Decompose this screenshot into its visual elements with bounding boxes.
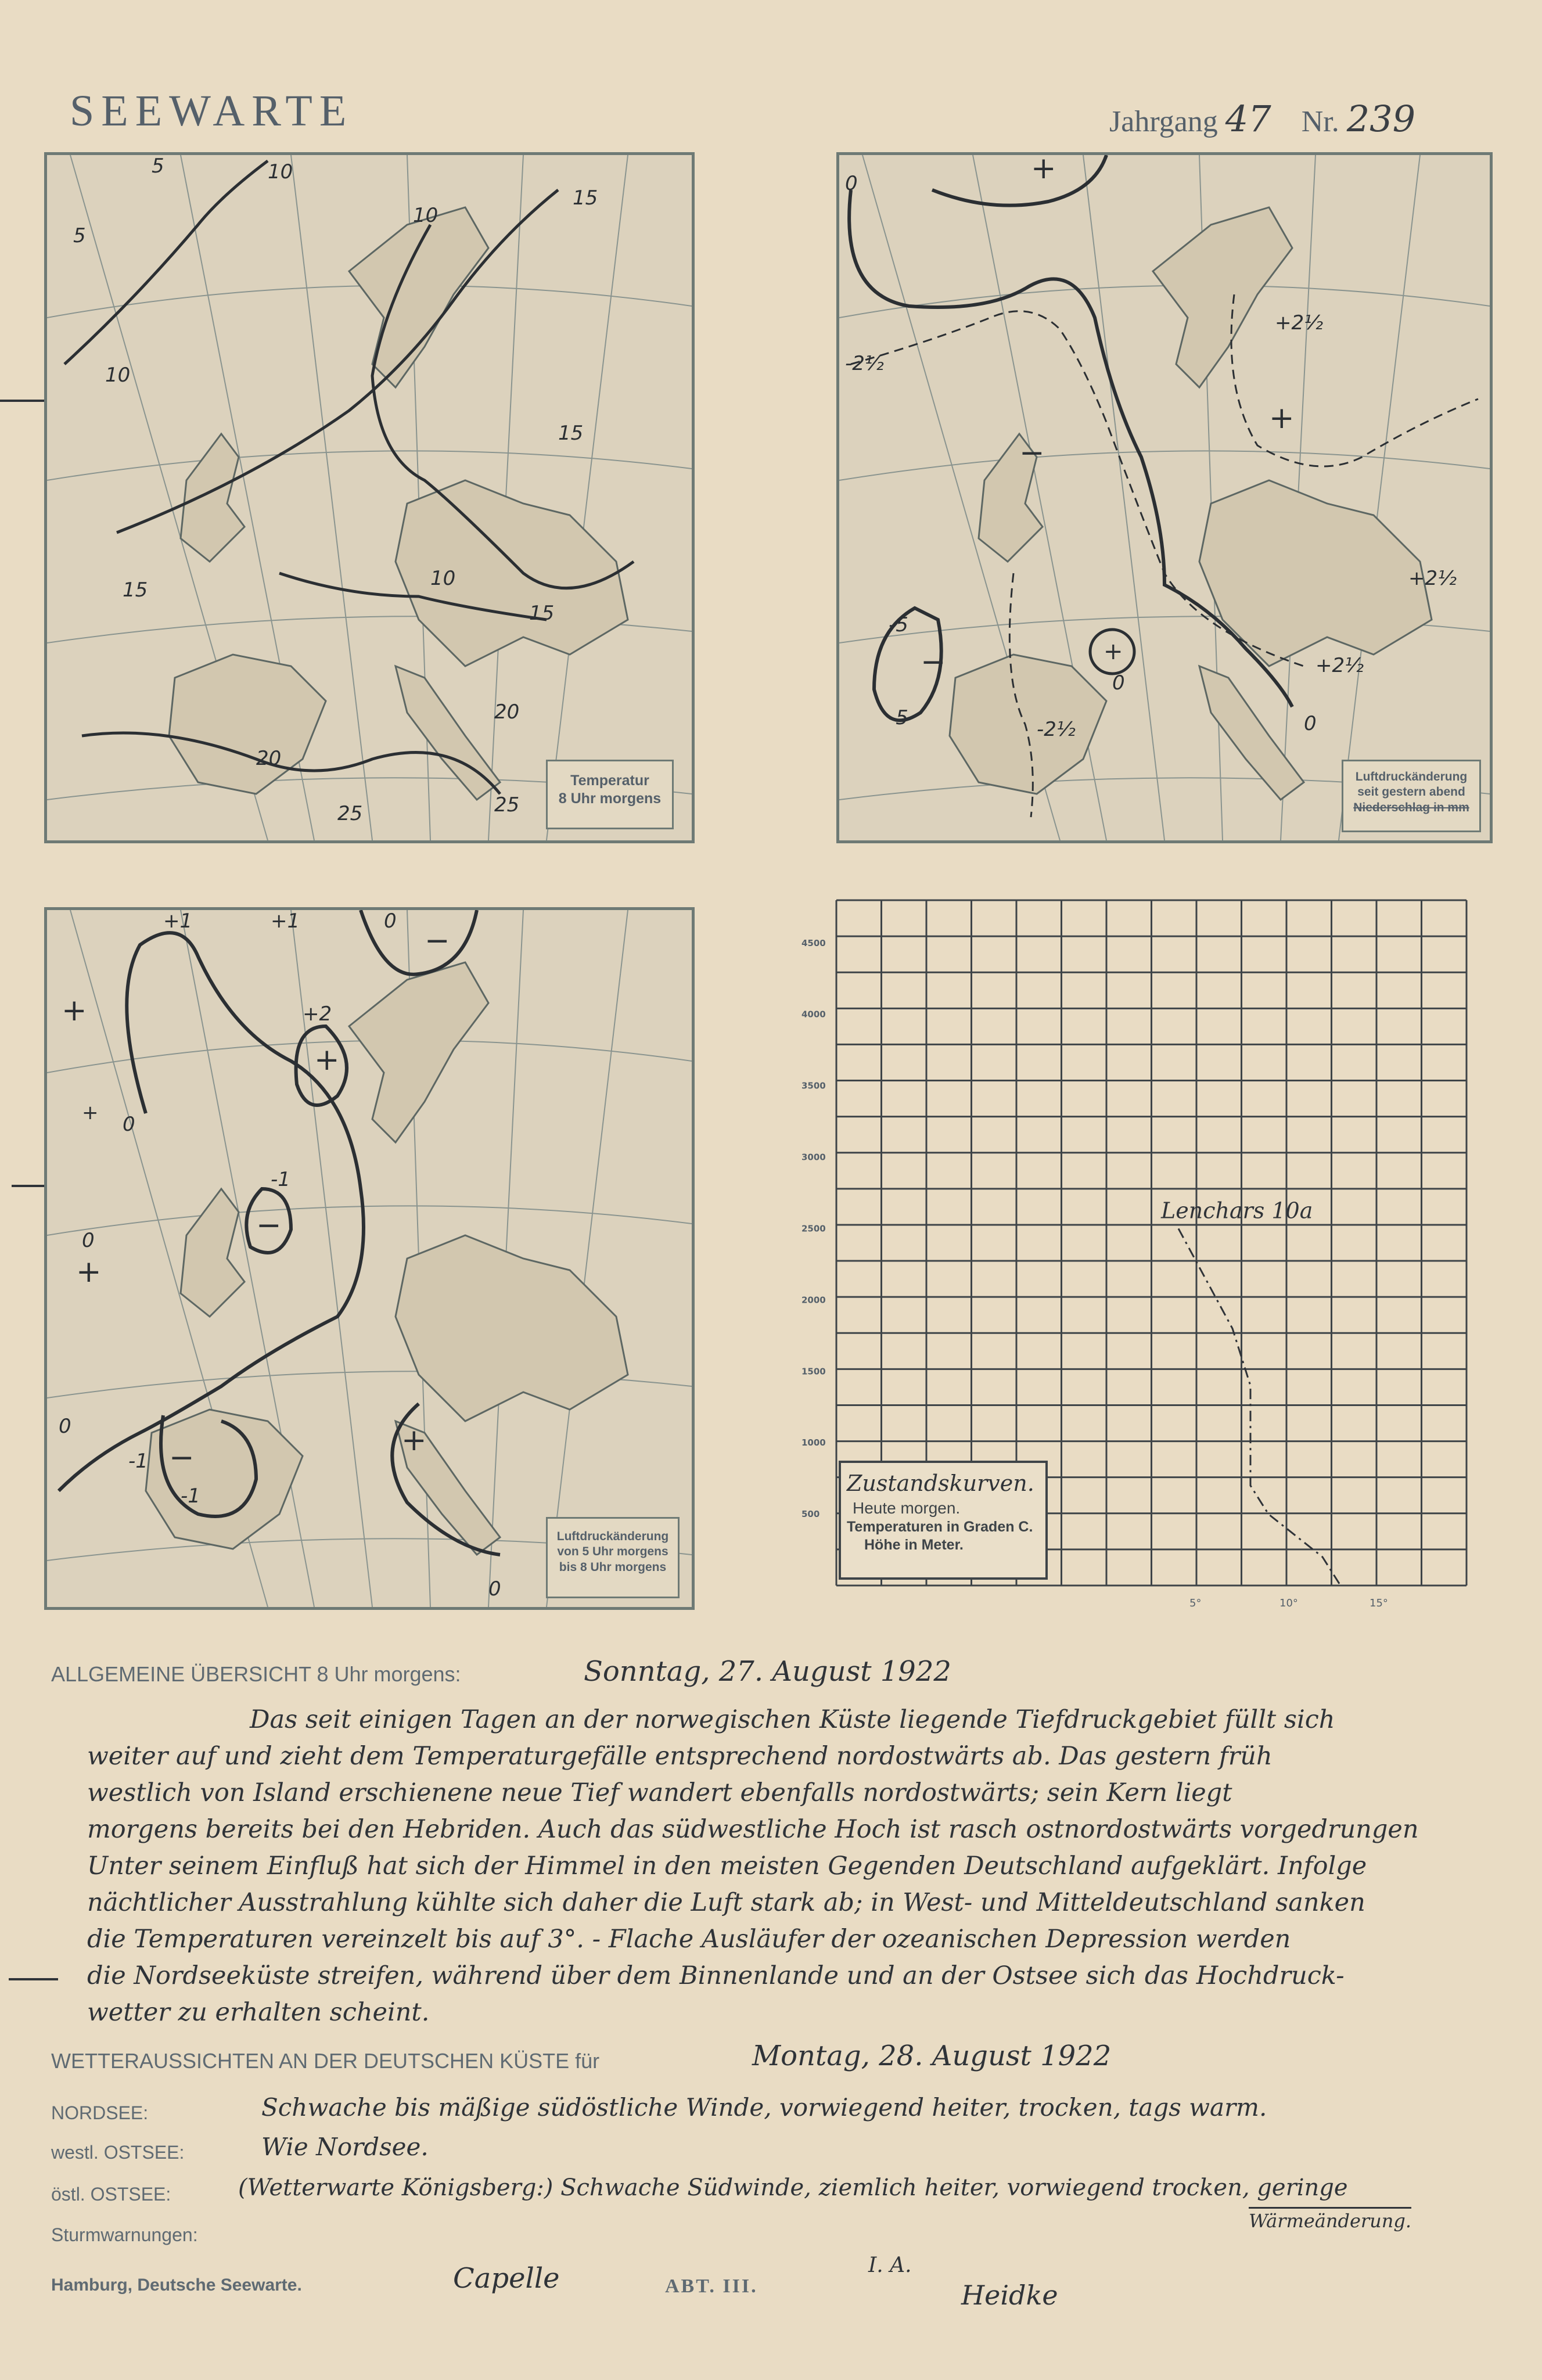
- svg-text:-1: -1: [271, 1168, 290, 1191]
- nr-label: Nr.: [1301, 105, 1339, 138]
- nordsee-text: Schwache bis mäßige südöstliche Winde, vorwiegend heiter, trocken, tags warm.: [261, 2093, 1267, 2122]
- svg-text:0: 0: [845, 172, 858, 195]
- overview-line: wetter zu erhalten scheint.: [87, 1998, 430, 2027]
- svg-text:−: −: [256, 1208, 282, 1243]
- sounding-ylabel: Höhe in Meter.: [864, 1536, 964, 1553]
- svg-text:5: 5: [73, 224, 86, 247]
- pressure-change-night-map: [44, 907, 695, 1610]
- svg-text:−: −: [921, 645, 946, 680]
- overview-text: [87, 1702, 1464, 2031]
- svg-text:+: +: [82, 1101, 99, 1124]
- svg-text:0: 0: [1304, 712, 1317, 735]
- svg-text:20: 20: [256, 747, 282, 770]
- jahrgang-value: 47: [1225, 98, 1271, 140]
- footer-ia: I. A.: [868, 2253, 912, 2277]
- y-tick-label: 2000: [801, 1295, 826, 1306]
- svg-text:10: 10: [430, 567, 456, 590]
- svg-text:-5: -5: [889, 706, 908, 729]
- svg-text:0: 0: [488, 1577, 501, 1601]
- y-tick-label: 4000: [801, 1009, 826, 1020]
- svg-text:+: +: [1104, 638, 1123, 665]
- legend-line: Luftdruckänderung: [1355, 770, 1468, 783]
- ost-ostsee-text-continued: Wärmeänderung.: [1249, 2207, 1411, 2232]
- overview-line: Das seit einigen Tagen an der norwegischen Küste liegende Tiefdruckgebiet füllt sich: [250, 1705, 1335, 1734]
- temperature-legend: [546, 760, 674, 829]
- y-tick-label: 3000: [801, 1152, 826, 1163]
- svg-text:25: 25: [337, 802, 363, 825]
- svg-text:+: +: [1269, 401, 1295, 436]
- pressure-change-legend: [1342, 760, 1481, 832]
- sounding-legend: [839, 1461, 1048, 1580]
- sounding-xlabel: Temperaturen in Graden C.: [847, 1518, 1033, 1535]
- svg-text:-2½: -2½: [1037, 718, 1076, 741]
- legend-line-struck: Niederschlag in mm: [1353, 800, 1469, 814]
- svg-text:15: 15: [123, 578, 148, 602]
- svg-text:+1: +1: [163, 910, 193, 933]
- jahrgang-label: Jahrgang: [1109, 105, 1218, 138]
- svg-text:10: 10: [268, 160, 293, 184]
- svg-text:25: 25: [494, 793, 520, 817]
- sounding-subtitle: Heute morgen.: [853, 1498, 961, 1517]
- storm-warnings-label: Sturmwarnungen:: [51, 2224, 198, 2245]
- svg-text:+: +: [76, 1254, 102, 1289]
- svg-text:−: −: [169, 1440, 195, 1475]
- sounding-title: Zustandskurven.: [847, 1471, 1034, 1496]
- signature-heidke: Heidke: [961, 2280, 1058, 2311]
- svg-text:+2½: +2½: [1408, 567, 1457, 590]
- svg-text:10: 10: [413, 204, 438, 227]
- svg-text:15: 15: [529, 602, 555, 625]
- svg-text:+: +: [1031, 155, 1056, 186]
- legend-line: 8 Uhr morgens: [558, 790, 662, 807]
- svg-text:20: 20: [494, 700, 520, 724]
- footer-department: ABT. III.: [665, 2275, 758, 2297]
- legend-line: bis 8 Uhr morgens: [559, 1560, 667, 1574]
- svg-text:0: 0: [384, 910, 397, 933]
- svg-text:15: 15: [573, 186, 598, 210]
- west-ostsee-text: Wie Nordsee.: [261, 2133, 429, 2161]
- pressure-change-map: [836, 152, 1493, 843]
- overview-line: morgens bereits bei den Hebriden. Auch das südwestliche Hoch ist rasch ostnordostwärts vorgedrungen: [87, 1815, 1419, 1844]
- forecast-date: Montag, 28. August 1922: [752, 2040, 1112, 2072]
- y-tick-label: 1500: [801, 1366, 826, 1377]
- svg-text:0: 0: [123, 1113, 135, 1136]
- svg-text:0: 0: [1112, 671, 1125, 695]
- y-tick-label: 3500: [801, 1080, 826, 1091]
- svg-text:0: 0: [82, 1229, 95, 1252]
- signature-capelle: Capelle: [453, 2262, 560, 2295]
- x-tick-label: 15°: [1370, 1597, 1388, 1609]
- legend-line: Luftdruckänderung: [556, 1530, 669, 1543]
- svg-text:10: 10: [105, 364, 131, 387]
- svg-text:-2½: -2½: [845, 352, 884, 375]
- overview-date: Sonntag, 27. August 1922: [584, 1655, 951, 1688]
- x-tick-label: 10°: [1279, 1597, 1298, 1609]
- ost-ostsee-label: östl. OSTSEE:: [51, 2184, 171, 2205]
- legend-line: Temperatur: [570, 772, 649, 789]
- legend-line: von 5 Uhr morgens: [557, 1545, 668, 1559]
- sounding-chart: [784, 894, 1481, 1615]
- overview-line: nächtlicher Ausstrahlung kühlte sich daher die Luft stark ab; in West- und Mitteldeutschland sanken: [87, 1888, 1365, 1917]
- y-tick-label: 1000: [801, 1437, 826, 1448]
- y-tick-label: 4500: [801, 937, 826, 948]
- svg-text:+: +: [314, 1042, 340, 1077]
- temperature-map: [44, 152, 695, 843]
- svg-text:0: 0: [59, 1415, 71, 1438]
- nordsee-label: NORDSEE:: [51, 2102, 149, 2123]
- west-ostsee-label: westl. OSTSEE:: [51, 2142, 185, 2163]
- svg-text:−: −: [1019, 436, 1045, 470]
- sounding-series-label: Lenchars 10a: [1161, 1198, 1313, 1224]
- svg-text:+: +: [62, 993, 87, 1028]
- nr-value: 239: [1346, 98, 1416, 140]
- svg-text:+2½: +2½: [1315, 654, 1364, 677]
- y-tick-label: 500: [801, 1509, 820, 1520]
- issue-info: [1109, 98, 1415, 140]
- pressure-change-night-map-drawing: [47, 910, 692, 1607]
- svg-text:+2: +2: [303, 1002, 332, 1026]
- svg-text:+1: +1: [271, 910, 300, 933]
- svg-text:-5: -5: [889, 613, 908, 637]
- masthead-title: SEEWARTE: [70, 87, 354, 135]
- svg-text:+: +: [401, 1423, 427, 1458]
- x-tick-label: 5°: [1189, 1597, 1202, 1609]
- overview-line: westlich von Island erschienene neue Tief wandert ebenfalls nordostwärts; sein Kern liegt: [87, 1778, 1232, 1807]
- svg-text:−: −: [425, 923, 450, 958]
- temperature-map-drawing: [47, 155, 692, 840]
- y-tick-label: 2500: [801, 1223, 826, 1234]
- margin-mark: [9, 1978, 58, 1980]
- margin-mark: [0, 400, 46, 402]
- overview-line: die Temperaturen vereinzelt bis auf 3°. - Flache Ausläufer der ozeanischen Depression werden: [87, 1925, 1291, 1954]
- overview-line: die Nordseeküste streifen, während über dem Binnenlande und an der Ostsee sich das Hochdruck-: [87, 1961, 1345, 1990]
- ost-ostsee-text: (Wetterwarte Königsberg:) Schwache Südwinde, ziemlich heiter, vorwiegend trocken, geringe: [238, 2174, 1348, 2201]
- svg-text:+2½: +2½: [1275, 311, 1324, 335]
- svg-text:5: 5: [152, 155, 164, 178]
- svg-text:15: 15: [558, 422, 584, 445]
- forecast-label: WETTERAUSSICHTEN AN DER DEUTSCHEN KÜSTE für: [51, 2049, 600, 2073]
- pressure-change-night-legend: [546, 1517, 680, 1598]
- overview-label: ALLGEMEINE ÜBERSICHT 8 Uhr morgens:: [51, 1662, 461, 1686]
- margin-mark: [12, 1185, 46, 1187]
- pressure-change-map-drawing: [839, 155, 1490, 840]
- overview-line: weiter auf und zieht dem Temperaturgefälle entsprechend nordostwärts ab. Das gestern früh: [87, 1742, 1273, 1771]
- sounding-series-lenchars: [1178, 1228, 1340, 1586]
- legend-line: seit gestern abend: [1357, 785, 1465, 799]
- overview-line: Unter seinem Einfluß hat sich der Himmel in den meisten Gegenden Deutschland aufgeklärt. Infolge: [87, 1851, 1367, 1881]
- svg-text:-1: -1: [128, 1450, 148, 1473]
- svg-text:-1: -1: [181, 1484, 200, 1508]
- footer-place: Hamburg, Deutsche Seewarte.: [51, 2275, 302, 2295]
